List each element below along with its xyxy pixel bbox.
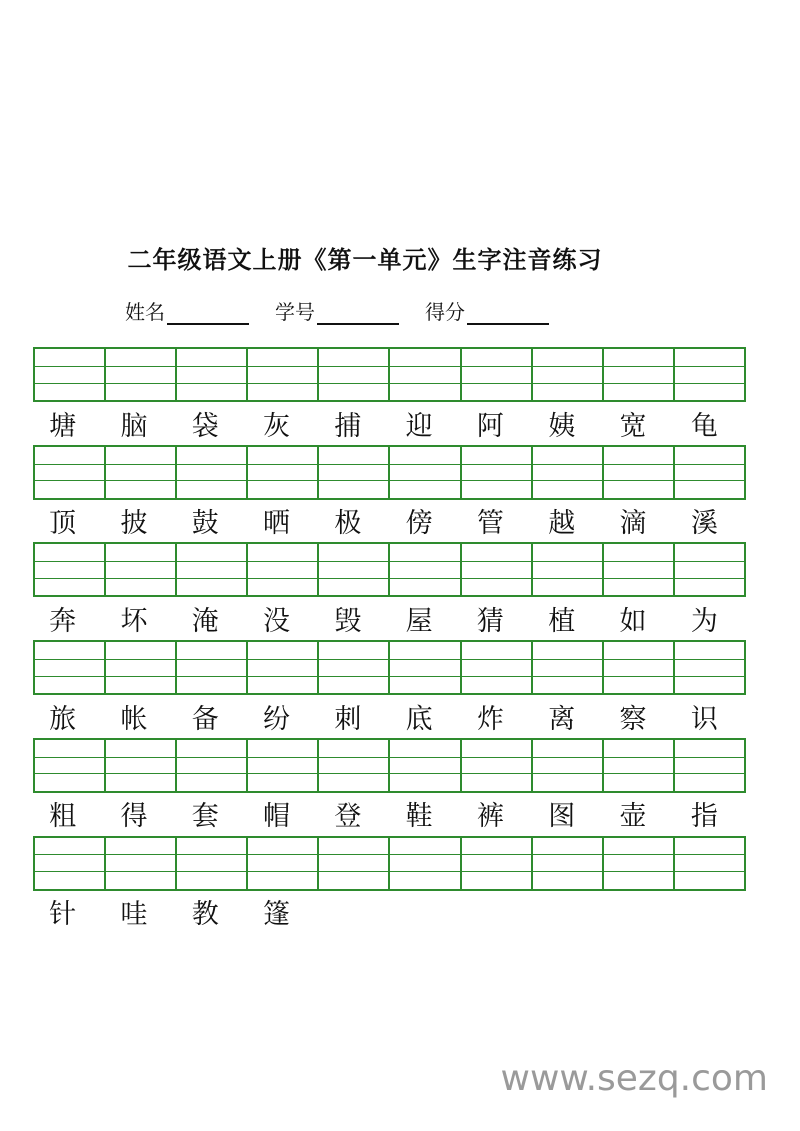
character: 植 xyxy=(548,605,576,637)
pinyin-cell[interactable] xyxy=(35,740,106,791)
character: 帽 xyxy=(263,801,291,833)
pinyin-grid xyxy=(33,640,746,695)
character: 淹 xyxy=(191,605,219,637)
character: 底 xyxy=(405,703,433,735)
character: 帐 xyxy=(120,703,148,735)
pinyin-cell[interactable] xyxy=(390,447,461,498)
character: 猜 xyxy=(476,605,504,637)
pinyin-cell[interactable] xyxy=(248,447,319,498)
pinyin-cell[interactable] xyxy=(177,349,248,400)
pinyin-cell[interactable] xyxy=(177,642,248,693)
character: 篷 xyxy=(263,899,291,930)
character: 奔 xyxy=(49,605,77,637)
character: 套 xyxy=(191,801,219,833)
character: 迎 xyxy=(405,410,433,442)
score-blank[interactable] xyxy=(467,301,549,325)
pinyin-cell[interactable] xyxy=(319,349,390,400)
character: 壶 xyxy=(619,801,647,833)
pinyin-cell[interactable] xyxy=(319,740,390,791)
pinyin-cell[interactable] xyxy=(35,642,106,693)
character-row xyxy=(33,500,746,542)
character-row xyxy=(33,793,746,835)
character: 教 xyxy=(191,899,219,930)
id-blank[interactable] xyxy=(317,301,399,325)
character: 没 xyxy=(263,605,291,637)
pinyin-cell[interactable] xyxy=(462,349,533,400)
pinyin-cell[interactable] xyxy=(248,544,319,595)
character-row xyxy=(33,891,746,933)
practice-row xyxy=(33,836,746,933)
pinyin-cell[interactable] xyxy=(462,838,533,889)
pinyin-cell[interactable] xyxy=(106,447,177,498)
character: 宽 xyxy=(619,410,647,442)
character: 捕 xyxy=(334,410,362,442)
character: 滴 xyxy=(619,508,647,540)
pinyin-cell[interactable] xyxy=(533,544,604,595)
pinyin-cell[interactable] xyxy=(604,544,675,595)
pinyin-cell[interactable] xyxy=(533,838,604,889)
pinyin-cell[interactable] xyxy=(319,642,390,693)
pinyin-cell[interactable] xyxy=(675,544,744,595)
pinyin-cell[interactable] xyxy=(106,838,177,889)
character: 毁 xyxy=(334,605,362,637)
practice-row xyxy=(33,445,746,542)
character: 针 xyxy=(49,899,77,930)
character: 屋 xyxy=(405,605,433,637)
id-label: 学号 xyxy=(275,300,315,324)
pinyin-cell[interactable] xyxy=(248,642,319,693)
pinyin-cell[interactable] xyxy=(462,544,533,595)
character: 姨 xyxy=(548,410,576,442)
character: 炸 xyxy=(476,703,504,735)
character: 刺 xyxy=(334,703,362,735)
character: 越 xyxy=(548,508,576,540)
pinyin-grid xyxy=(33,542,746,597)
worksheet-title: 二年级语文上册《第一单元》生字注音练习 xyxy=(127,246,603,274)
pinyin-cell[interactable] xyxy=(106,740,177,791)
pinyin-grid xyxy=(33,445,746,500)
character: 察 xyxy=(619,703,647,735)
pinyin-cell[interactable] xyxy=(390,642,461,693)
pinyin-cell[interactable] xyxy=(35,838,106,889)
pinyin-cell[interactable] xyxy=(390,740,461,791)
pinyin-cell[interactable] xyxy=(462,642,533,693)
pinyin-cell[interactable] xyxy=(604,642,675,693)
character: 识 xyxy=(690,703,718,735)
character: 鞋 xyxy=(405,801,433,833)
id-field[interactable] xyxy=(275,296,399,325)
practice-row xyxy=(33,640,746,737)
pinyin-grid xyxy=(33,738,746,793)
pinyin-cell[interactable] xyxy=(675,740,744,791)
score-field[interactable] xyxy=(425,296,549,325)
pinyin-cell[interactable] xyxy=(390,544,461,595)
practice-row xyxy=(33,542,746,639)
pinyin-cell[interactable] xyxy=(106,544,177,595)
pinyin-cell[interactable] xyxy=(675,349,744,400)
pinyin-cell[interactable] xyxy=(604,838,675,889)
pinyin-cell[interactable] xyxy=(604,740,675,791)
character: 管 xyxy=(476,508,504,540)
character: 溪 xyxy=(690,508,718,540)
pinyin-cell[interactable] xyxy=(319,838,390,889)
practice-row xyxy=(33,347,746,444)
pinyin-cell[interactable] xyxy=(675,642,744,693)
pinyin-cell[interactable] xyxy=(248,838,319,889)
pinyin-cell[interactable] xyxy=(35,349,106,400)
pinyin-cell[interactable] xyxy=(177,447,248,498)
pinyin-cell[interactable] xyxy=(390,838,461,889)
character: 袋 xyxy=(191,410,219,442)
pinyin-grid xyxy=(33,836,746,891)
name-field[interactable] xyxy=(125,296,249,325)
name-label: 姓名 xyxy=(125,300,165,324)
character: 图 xyxy=(548,801,576,833)
pinyin-cell[interactable] xyxy=(177,740,248,791)
pinyin-cell[interactable] xyxy=(533,447,604,498)
character: 备 xyxy=(191,703,219,735)
pinyin-cell[interactable] xyxy=(35,544,106,595)
character: 晒 xyxy=(263,508,291,540)
score-label: 得分 xyxy=(425,300,465,324)
character: 裤 xyxy=(476,801,504,833)
character-row xyxy=(33,597,746,639)
character: 极 xyxy=(334,508,362,540)
character: 坏 xyxy=(120,605,148,637)
watermark: www.sezq.com xyxy=(500,1058,768,1099)
pinyin-cell[interactable] xyxy=(390,349,461,400)
pinyin-cell[interactable] xyxy=(319,447,390,498)
character: 鼓 xyxy=(191,508,219,540)
pinyin-cell[interactable] xyxy=(35,447,106,498)
character: 旅 xyxy=(49,703,77,735)
character: 披 xyxy=(120,508,148,540)
practice-row xyxy=(33,738,746,835)
character: 为 xyxy=(690,605,718,637)
character: 如 xyxy=(619,605,647,637)
character: 粗 xyxy=(49,801,77,833)
character-row xyxy=(33,402,746,444)
pinyin-cell[interactable] xyxy=(106,349,177,400)
pinyin-cell[interactable] xyxy=(675,838,744,889)
pinyin-cell[interactable] xyxy=(533,740,604,791)
pinyin-cell[interactable] xyxy=(462,740,533,791)
pinyin-cell[interactable] xyxy=(177,838,248,889)
character: 傍 xyxy=(405,508,433,540)
pinyin-cell[interactable] xyxy=(604,447,675,498)
character: 纷 xyxy=(263,703,291,735)
character: 登 xyxy=(334,801,362,833)
character: 脑 xyxy=(120,410,148,442)
character: 灰 xyxy=(263,410,291,442)
character: 顶 xyxy=(49,508,77,540)
pinyin-cell[interactable] xyxy=(675,447,744,498)
pinyin-cell[interactable] xyxy=(248,740,319,791)
character: 哇 xyxy=(120,899,148,930)
pinyin-cell[interactable] xyxy=(533,642,604,693)
character: 得 xyxy=(120,801,148,833)
character-row xyxy=(33,695,746,737)
character: 指 xyxy=(690,801,718,833)
pinyin-grid xyxy=(33,347,746,402)
character: 离 xyxy=(548,703,576,735)
character: 阿 xyxy=(476,410,504,442)
pinyin-cell[interactable] xyxy=(106,642,177,693)
student-info xyxy=(125,296,575,325)
pinyin-cell[interactable] xyxy=(319,544,390,595)
pinyin-cell[interactable] xyxy=(533,349,604,400)
pinyin-cell[interactable] xyxy=(462,447,533,498)
pinyin-cell[interactable] xyxy=(248,349,319,400)
pinyin-cell[interactable] xyxy=(177,544,248,595)
name-blank[interactable] xyxy=(167,301,249,325)
pinyin-cell[interactable] xyxy=(604,349,675,400)
character: 塘 xyxy=(49,410,77,442)
character: 龟 xyxy=(690,410,718,442)
